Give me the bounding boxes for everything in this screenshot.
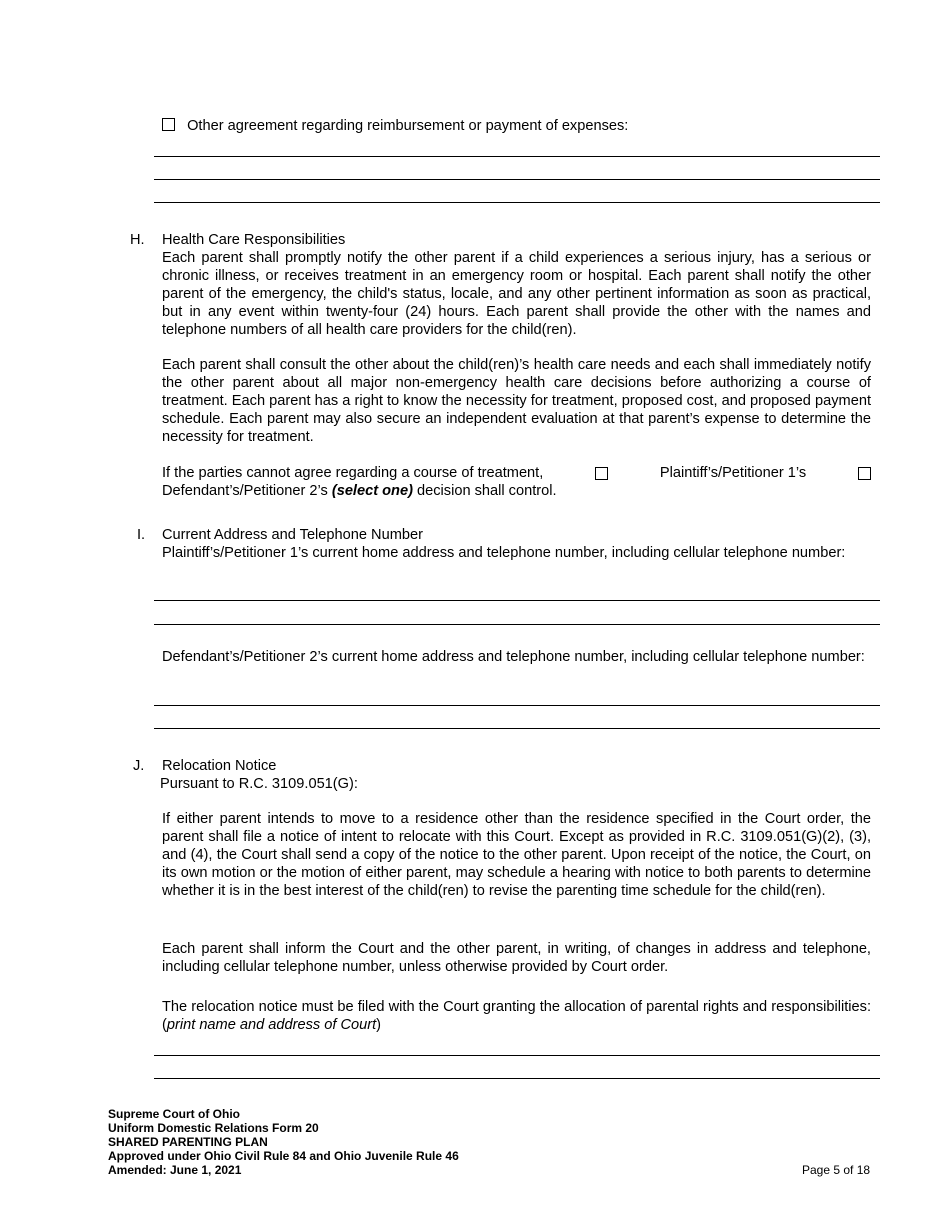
defendant-address-line-1[interactable] xyxy=(154,705,880,706)
section-j-title: Relocation Notice xyxy=(162,758,277,774)
defendant-controls-label: Defendant’s/Petitioner 2’s xyxy=(162,483,328,499)
footer-amended: Amended: June 1, 2021 xyxy=(108,1163,242,1177)
other-agreement-line-1[interactable] xyxy=(154,156,880,157)
other-agreement-row xyxy=(162,117,628,135)
section-h-paragraph-1: Each parent shall promptly notify the other parent if a child experiences a serious injury, has a serious or chronic illness, or receives treatment in an emergency room or hospital. Each parent shall notify the other parent of the emergency, the child's status, locale, and any other pertinent information as soon as practical, but in any event within twenty-four (24) hours. Each parent shall provide the other with the names and telephone numbers of all health care providers for the child(ren). xyxy=(162,250,871,338)
section-h-control-paragraph xyxy=(162,464,871,500)
plaintiff-controls-label: Plaintiff’s/Petitioner 1’s xyxy=(659,465,807,481)
court-notice-close: ) xyxy=(376,1017,382,1033)
defendant-address-prompt: Defendant’s/Petitioner 2’s current home address and telephone number, including cellular telephone number: xyxy=(162,649,865,665)
court-notice-italic: print name and address of Court xyxy=(166,1017,377,1033)
footer-form-number: Uniform Domestic Relations Form 20 xyxy=(108,1121,319,1135)
section-h-title: Health Care Responsibilities xyxy=(162,232,346,248)
section-i-letter: I. xyxy=(137,527,146,543)
form-footer xyxy=(108,1107,459,1177)
section-h-letter: H. xyxy=(130,232,145,248)
other-agreement-checkbox[interactable] xyxy=(162,118,175,131)
plaintiff-address-line-2[interactable] xyxy=(154,624,880,625)
footer-form-title: SHARED PARENTING PLAN xyxy=(108,1135,268,1149)
section-j-paragraph-3 xyxy=(162,998,871,1034)
control-end: decision shall control. xyxy=(417,483,557,499)
select-one-note: (select one) xyxy=(331,483,413,499)
court-name-line-1[interactable] xyxy=(154,1055,880,1056)
footer-approval: Approved under Ohio Civil Rule 84 and Ohio Juvenile Rule 46 xyxy=(108,1149,459,1163)
court-notice-text: The relocation notice must be filed with the Court granting the allocation of parental rights and responsibilities: ( xyxy=(162,999,871,1033)
defendant-address-line-2[interactable] xyxy=(154,728,880,729)
other-agreement-line-3[interactable] xyxy=(154,202,880,203)
court-name-line-2[interactable] xyxy=(154,1078,880,1079)
control-intro: If the parties cannot agree regarding a course of treatment, xyxy=(162,465,544,481)
section-h-paragraph-2: Each parent shall consult the other about the child(ren)’s health care needs and each shall immediately notify the other parent about all major non-emergency health care decisions before authorizing a course of treatment. Each parent has a right to know the necessity for treatment, proposed cost, and proposed payment schedule. Each parent may also secure an independent evaluation at that parent’s expense to determine the necessity for treatment. xyxy=(162,357,871,445)
section-i-title: Current Address and Telephone Number xyxy=(162,527,423,543)
plaintiff-address-prompt: Plaintiff’s/Petitioner 1’s current home address and telephone number, including cellular telephone number: xyxy=(162,545,846,561)
section-j-pursuant: Pursuant to R.C. 3109.051(G): xyxy=(160,776,358,792)
page-number: Page 5 of 18 xyxy=(802,1163,871,1177)
other-agreement-label: Other agreement regarding reimbursement or payment of expenses: xyxy=(187,118,629,134)
footer-court: Supreme Court of Ohio xyxy=(108,1107,240,1121)
section-j-paragraph-1: If either parent intends to move to a residence other than the residence specified in the Court order, the parent shall file a notice of intent to relocate with this Court. Except as provided in R.C. 3109.051(G)(2), (3), and (4), the Court shall send a copy of the notice to the other parent. Upon receipt of the notice, the Court, on its own motion or the motion of either parent, may schedule a hearing with notice to both parents to determine whether it is in the best interest of the child(ren) to revise the parenting time schedule for the child(ren). xyxy=(162,811,871,899)
other-agreement-line-2[interactable] xyxy=(154,179,880,180)
section-j-paragraph-2: Each parent shall inform the Court and the other parent, in writing, of changes in address and telephone, including cellular telephone number, unless otherwise provided by Court order. xyxy=(162,941,871,975)
defendant-controls-checkbox[interactable] xyxy=(858,467,871,480)
plaintiff-controls-checkbox[interactable] xyxy=(595,467,608,480)
plaintiff-address-line-1[interactable] xyxy=(154,600,880,601)
section-j-letter: J. xyxy=(133,758,145,774)
